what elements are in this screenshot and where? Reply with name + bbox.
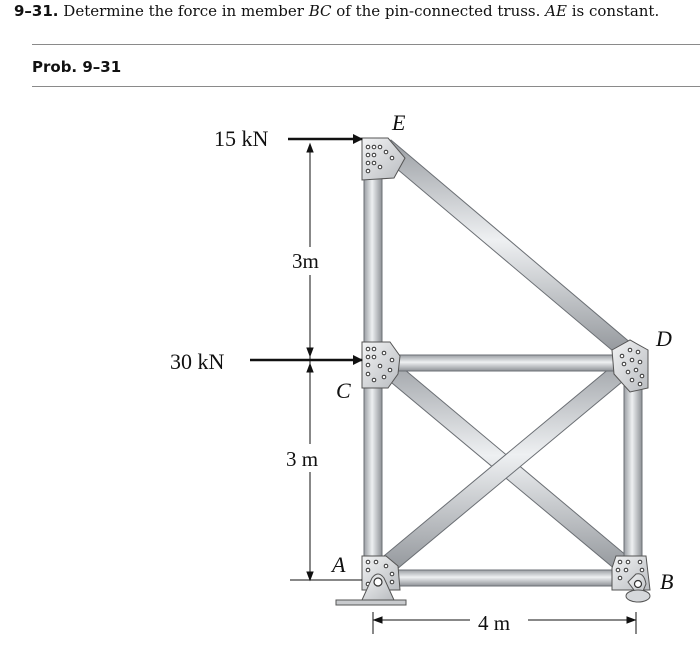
prob-label: Prob. 9–31 [32, 58, 122, 76]
problem-text-3: is constant. [566, 2, 660, 20]
truss-members [364, 140, 642, 586]
problem-number: 9–31. [14, 2, 59, 20]
dim-label-horizontal: 4 m [478, 611, 511, 635]
node-label-b: B [660, 569, 674, 594]
vertical-dimension [290, 144, 362, 580]
gusset-plate-e [362, 138, 405, 180]
node-label-d: D [656, 326, 672, 351]
dim-label-lower: 3 m [286, 447, 319, 471]
member-ed [377, 140, 639, 362]
member-ae: AE [545, 2, 567, 20]
member-bc: BC [308, 2, 332, 20]
dim-label-upper: 3m [292, 249, 319, 273]
node-label-a: A [332, 552, 346, 577]
member-cd [376, 355, 632, 371]
problem-text-1: Determine the force in member [63, 2, 309, 20]
load-label-15kn: 15 kN [214, 126, 269, 151]
node-label-e: E [392, 110, 406, 135]
member-ab [378, 570, 634, 586]
node-label-c: C [336, 378, 351, 403]
load-label-30kn: 30 kN [170, 349, 225, 374]
problem-text-2: of the pin-connected truss. [331, 2, 546, 20]
